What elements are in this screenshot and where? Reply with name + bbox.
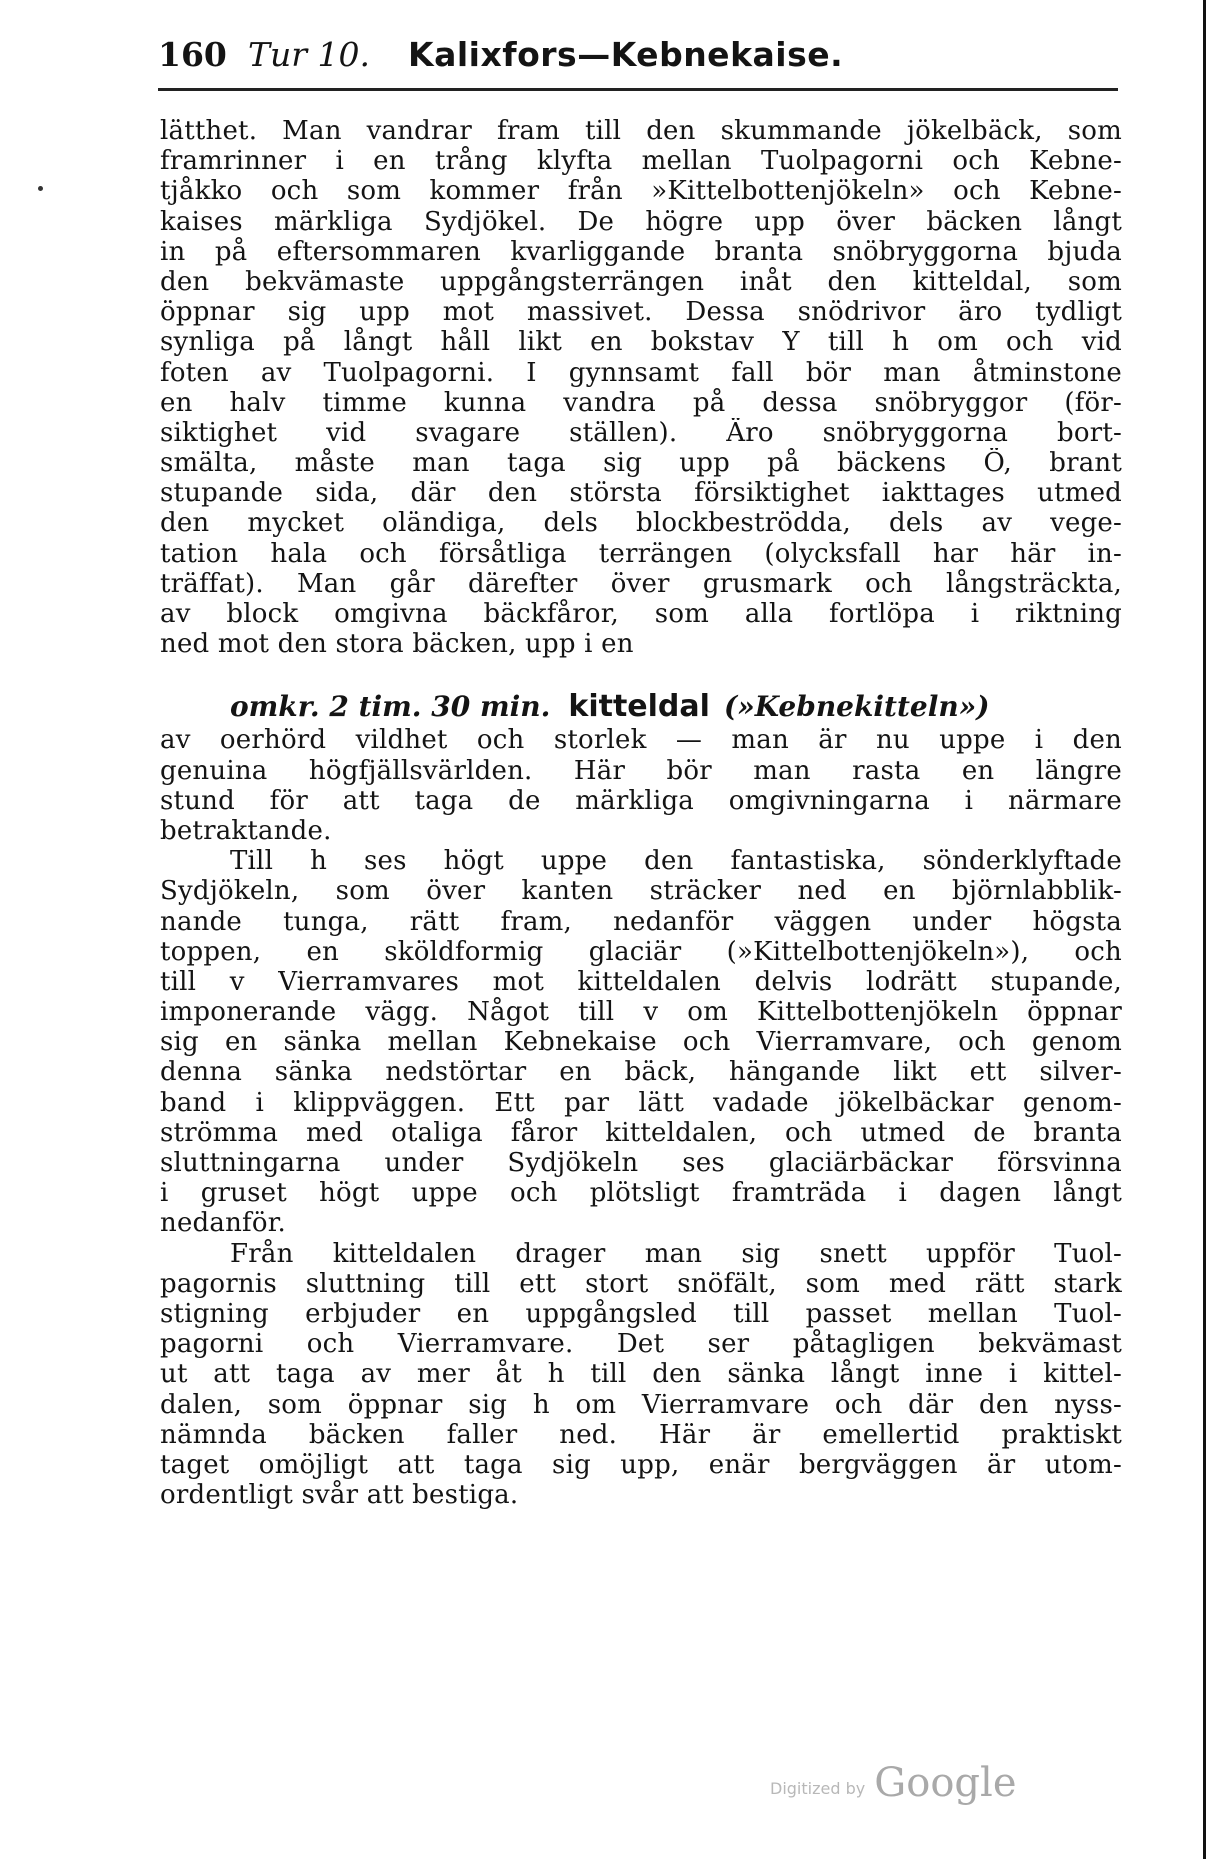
text-line: foten av Tuolpagorni. I gynnsamt fall bör man åtminstone — [160, 357, 1122, 388]
text-line: ut att taga av mer åt h till den sänka långt inne i kittel- — [160, 1359, 1122, 1390]
text-line: band i klippväggen. Ett par lätt vadade jökelbäckar genom- — [160, 1087, 1122, 1118]
paragraph-1 — [160, 116, 1122, 659]
page-number: 160 — [158, 35, 227, 74]
watermark-prefix: Digitized by — [770, 1779, 866, 1798]
digitization-watermark — [770, 1760, 1016, 1810]
text-line: kaises märkliga Sydjökel. De högre upp över bäcken långt — [160, 206, 1122, 237]
place-alias: (»Kebnekitteln») — [723, 690, 990, 724]
text-line: Till h ses högt uppe den fantastiska, sönderklyftade — [230, 846, 1122, 877]
text-line: Från kitteldalen drager man sig snett uppför Tuol- — [230, 1238, 1122, 1269]
text-line: till v Vierramvares mot kitteldalen delvis lodrätt stupande, — [160, 966, 1122, 997]
text-line: ned mot den stora bäcken, upp i en — [160, 629, 634, 660]
text-line: den bekvämaste uppgångsterrängen inåt den kitteldal, som — [160, 266, 1122, 297]
text-line: imponerande vägg. Något till v om Kittelbottenjökeln öppnar — [160, 997, 1122, 1028]
text-line: sluttningarna under Sydjökeln ses glaciärbäckar försvinna — [160, 1148, 1122, 1178]
google-logo: Google — [874, 1760, 1017, 1806]
paragraph-4 — [160, 1239, 1122, 1511]
text-line: synliga på långt håll likt en bokstav Y till h om och vid — [160, 327, 1122, 358]
text-line: Sydjökeln, som över kanten sträcker ned en björnlabblik- — [160, 876, 1122, 907]
text-line: pagorni och Vierramvare. Det ser påtagligen bekvämast — [160, 1329, 1122, 1360]
time-estimate: omkr. 2 tim. 30 min. — [230, 690, 551, 724]
text-line: av block omgivna bäckfåror, som alla fortlöpa i riktning — [160, 599, 1122, 629]
paragraph-3 — [160, 846, 1122, 1238]
text-line: siktighet vid svagare ställen). Äro snöbryggorna bort- — [160, 417, 1122, 448]
tour-label: Tur 10. — [248, 35, 371, 74]
text-line: taget omöjligt att taga sig upp, enär bergväggen är utom- — [160, 1449, 1122, 1480]
text-line: den mycket oländiga, dels blockbeströdda, dels av vege- — [160, 508, 1122, 539]
text-line: träffat). Man går därefter över grusmark och långsträckta, — [160, 568, 1122, 599]
text-line: i gruset högt uppe och plötsligt framträda i dagen långt — [160, 1178, 1122, 1209]
text-line: smälta, måste man taga sig upp på bäckens Ö, brant — [160, 448, 1122, 479]
text-line: betraktande. — [160, 815, 332, 846]
text-line: nande tunga, rätt fram, nedanför väggen under högsta — [160, 906, 1122, 937]
page-edge-line — [1203, 0, 1206, 1859]
text-line: strömma med otaliga fåror kitteldalen, och utmed de branta — [160, 1117, 1122, 1148]
text-line: in på eftersommaren kvarliggande branta snöbryggorna bjuda — [160, 236, 1122, 267]
text-line: framrinner i en trång klyfta mellan Tuolpagorni och Kebne- — [160, 146, 1122, 177]
text-line: av oerhörd vildhet och storlek — man är nu uppe i den — [160, 725, 1122, 756]
text-line: nedanför. — [160, 1208, 286, 1239]
text-line: lätthet. Man vandrar fram till den skummande jökelbäck, som — [160, 116, 1122, 146]
margin-mark — [38, 186, 43, 191]
text-line: ordentligt svår att bestiga. — [160, 1480, 519, 1511]
text-line: stigning erbjuder en uppgångsled till passet mellan Tuol- — [160, 1298, 1122, 1329]
text-line: en halv timme kunna vandra på dessa snöbryggor (för- — [160, 387, 1122, 418]
text-line: genuina högfjällsvärlden. Här bör man rasta en längre — [160, 755, 1122, 786]
text-line: pagornis sluttning till ett stort snöfält, som med rätt stark — [160, 1268, 1122, 1299]
text-line: nämnda bäcken faller ned. Här är emellertid praktiskt — [160, 1419, 1122, 1450]
text-line: dalen, som öppnar sig h om Vierramvare och där den nyss- — [160, 1389, 1122, 1420]
paragraph-2 — [160, 725, 1122, 846]
text-line: toppen, en sköldformig glaciär (»Kittelbottenjökeln»), och — [160, 936, 1122, 967]
place-name: kitteldal — [568, 689, 710, 725]
text-line: stupande sida, där den största försiktighet iakttages utmed — [160, 478, 1122, 509]
text-line: tjåkko och som kommer från »Kittelbottenjökeln» och Kebne- — [160, 176, 1122, 207]
text-line: stund för att taga de märkliga omgivningarna i närmare — [160, 785, 1122, 816]
text-line: denna sänka nedstörtar en bäck, hängande likt ett silver- — [160, 1057, 1122, 1088]
header-rule — [158, 88, 1118, 91]
running-header — [158, 30, 1118, 80]
time-marker — [160, 689, 1122, 725]
text-line: tation hala och försåtliga terrängen (olycksfall har här in- — [160, 538, 1122, 569]
page-title: Kalixfors—Kebnekaise. — [408, 35, 844, 74]
text-line: öppnar sig upp mot massivet. Dessa snödrivor äro tydligt — [160, 297, 1122, 328]
body-text — [160, 116, 1122, 1510]
text-line: sig en sänka mellan Kebnekaise och Vierramvare, och genom — [160, 1027, 1122, 1058]
